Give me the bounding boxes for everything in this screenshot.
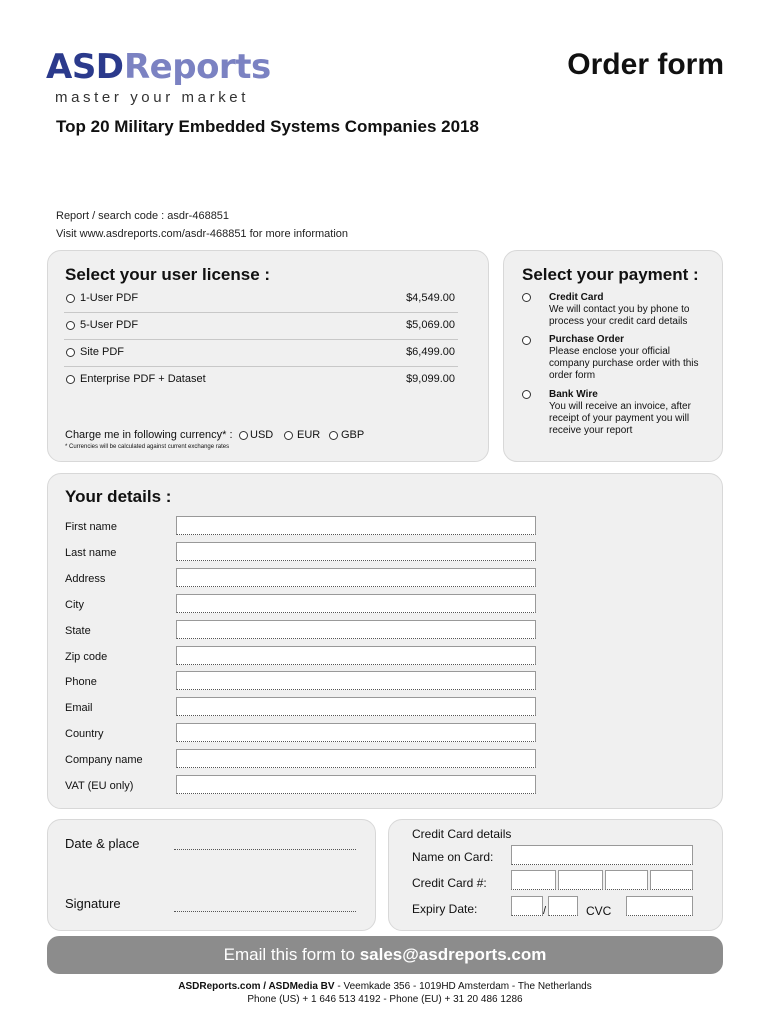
license-title: Select your user license : <box>65 265 271 284</box>
report-code: Report / search code : asdr-468851 <box>56 210 230 222</box>
name-on-card-label: Name on Card: <box>412 850 494 864</box>
license-name: 5-User PDF <box>80 319 139 331</box>
field-label-vat: VAT (EU only) <box>65 780 134 792</box>
address-input[interactable] <box>176 568 536 587</box>
license-option-enterprise[interactable] <box>64 373 458 391</box>
expiry-month-input[interactable] <box>511 896 543 916</box>
license-price: $6,499.00 <box>406 346 455 358</box>
field-label-address: Address <box>65 573 106 585</box>
payment-option-bank-wire <box>549 389 709 437</box>
divider <box>64 366 458 367</box>
radio-icon[interactable] <box>66 294 75 303</box>
footer-phones: Phone (US) + 1 646 513 4192 - Phone (EU) + 31 20 486 1286 <box>247 994 523 1005</box>
name-on-card-input[interactable] <box>511 845 693 865</box>
currency-gbp-label: GBP <box>341 429 365 441</box>
payment-option-title: Purchase Order <box>549 334 625 345</box>
payment-option-desc: You will receive an invoice, after receipt of your payment you will receive your report <box>549 401 691 436</box>
payment-option-title: Bank Wire <box>549 389 598 400</box>
logo-asd-text: ASD <box>46 47 124 87</box>
country-input[interactable] <box>176 723 536 742</box>
field-label-city: City <box>65 599 84 611</box>
payment-option-desc: We will contact you by phone to process your credit card details <box>549 304 690 327</box>
email-link[interactable]: sales@asdreports.com <box>359 945 547 964</box>
license-name: Enterprise PDF + Dataset <box>80 373 206 385</box>
field-label-first-name: First name <box>65 521 117 533</box>
payment-credit-card-radio[interactable] <box>522 293 531 302</box>
payment-option-purchase-order <box>549 334 709 382</box>
field-label-email: Email <box>65 702 93 714</box>
card-number-input-1[interactable] <box>511 870 556 890</box>
currency-usd-radio[interactable] <box>239 431 248 440</box>
currency-usd-label: USD <box>250 429 274 441</box>
details-title: Your details : <box>65 487 172 506</box>
footer-address: - Veemkade 356 - 1019HD Amsterdam - The Netherlands <box>334 981 592 992</box>
license-option-5-user[interactable] <box>64 319 458 337</box>
state-input[interactable] <box>176 620 536 639</box>
field-label-last-name: Last name <box>65 547 117 559</box>
order-form-title: Order form <box>567 48 724 81</box>
card-number-label: Credit Card #: <box>412 876 487 890</box>
divider <box>64 312 458 313</box>
expiry-label: Expiry Date: <box>412 902 478 916</box>
city-input[interactable] <box>176 594 536 613</box>
credit-card-title: Credit Card details <box>412 827 512 841</box>
license-option-site[interactable] <box>64 346 458 364</box>
logo-reports-text: Reports <box>124 47 271 87</box>
visit-text: Visit www.asdreports.com/asdr-468851 for more information <box>56 228 349 240</box>
license-price: $5,069.00 <box>406 319 455 331</box>
field-label-state: State <box>65 625 91 637</box>
email-input[interactable] <box>176 697 536 716</box>
radio-icon[interactable] <box>66 375 75 384</box>
field-label-zip-code: Zip code <box>65 651 108 663</box>
card-number-input-4[interactable] <box>650 870 693 890</box>
date-place-label: Date & place <box>65 836 140 851</box>
date-place-line[interactable] <box>174 849 356 850</box>
payment-option-credit-card <box>549 292 709 328</box>
signature-line[interactable] <box>174 911 356 912</box>
license-name: 1-User PDF <box>80 292 139 304</box>
currency-eur-radio[interactable] <box>284 431 293 440</box>
radio-icon[interactable] <box>66 321 75 330</box>
currency-note: * Currencies will be calculated against current exchange rates <box>65 444 230 450</box>
payment-title: Select your payment : <box>522 265 699 284</box>
currency-gbp-radio[interactable] <box>329 431 338 440</box>
footer-address-line <box>0 981 770 992</box>
payment-option-desc: Please enclose your official company purchase order with this order form <box>549 346 699 381</box>
email-prefix: Email this form to <box>223 945 355 964</box>
last-name-input[interactable] <box>176 542 536 561</box>
first-name-input[interactable] <box>176 516 536 535</box>
card-number-input-2[interactable] <box>558 870 603 890</box>
email-form-bar <box>47 936 723 974</box>
zip-code-input[interactable] <box>176 646 536 665</box>
field-label-country: Country <box>65 728 104 740</box>
radio-icon[interactable] <box>66 348 75 357</box>
cvc-label: CVC <box>586 904 612 918</box>
license-name: Site PDF <box>80 346 125 358</box>
field-label-phone: Phone <box>65 676 97 688</box>
cvc-input[interactable] <box>626 896 693 916</box>
signature-label: Signature <box>65 896 121 911</box>
license-price: $9,099.00 <box>406 373 455 385</box>
field-label-company-name: Company name <box>65 754 143 766</box>
currency-label: Charge me in following currency* : <box>65 429 233 441</box>
expiry-slash: / <box>543 905 547 917</box>
logo-tagline: master your market <box>55 89 249 106</box>
payment-option-title: Credit Card <box>549 292 604 303</box>
payment-purchase-order-radio[interactable] <box>522 336 531 345</box>
expiry-year-input[interactable] <box>548 896 578 916</box>
payment-bank-wire-radio[interactable] <box>522 390 531 399</box>
footer-company: ASDReports.com / ASDMedia BV <box>178 981 335 992</box>
company-name-input[interactable] <box>176 749 536 768</box>
phone-input[interactable] <box>176 671 536 690</box>
license-price: $4,549.00 <box>406 292 455 304</box>
card-number-input-3[interactable] <box>605 870 648 890</box>
report-title: Top 20 Military Embedded Systems Companies 2018 <box>56 117 479 136</box>
divider <box>64 339 458 340</box>
license-option-1-user[interactable] <box>64 292 458 310</box>
vat-input[interactable] <box>176 775 536 794</box>
currency-eur-label: EUR <box>297 429 321 441</box>
